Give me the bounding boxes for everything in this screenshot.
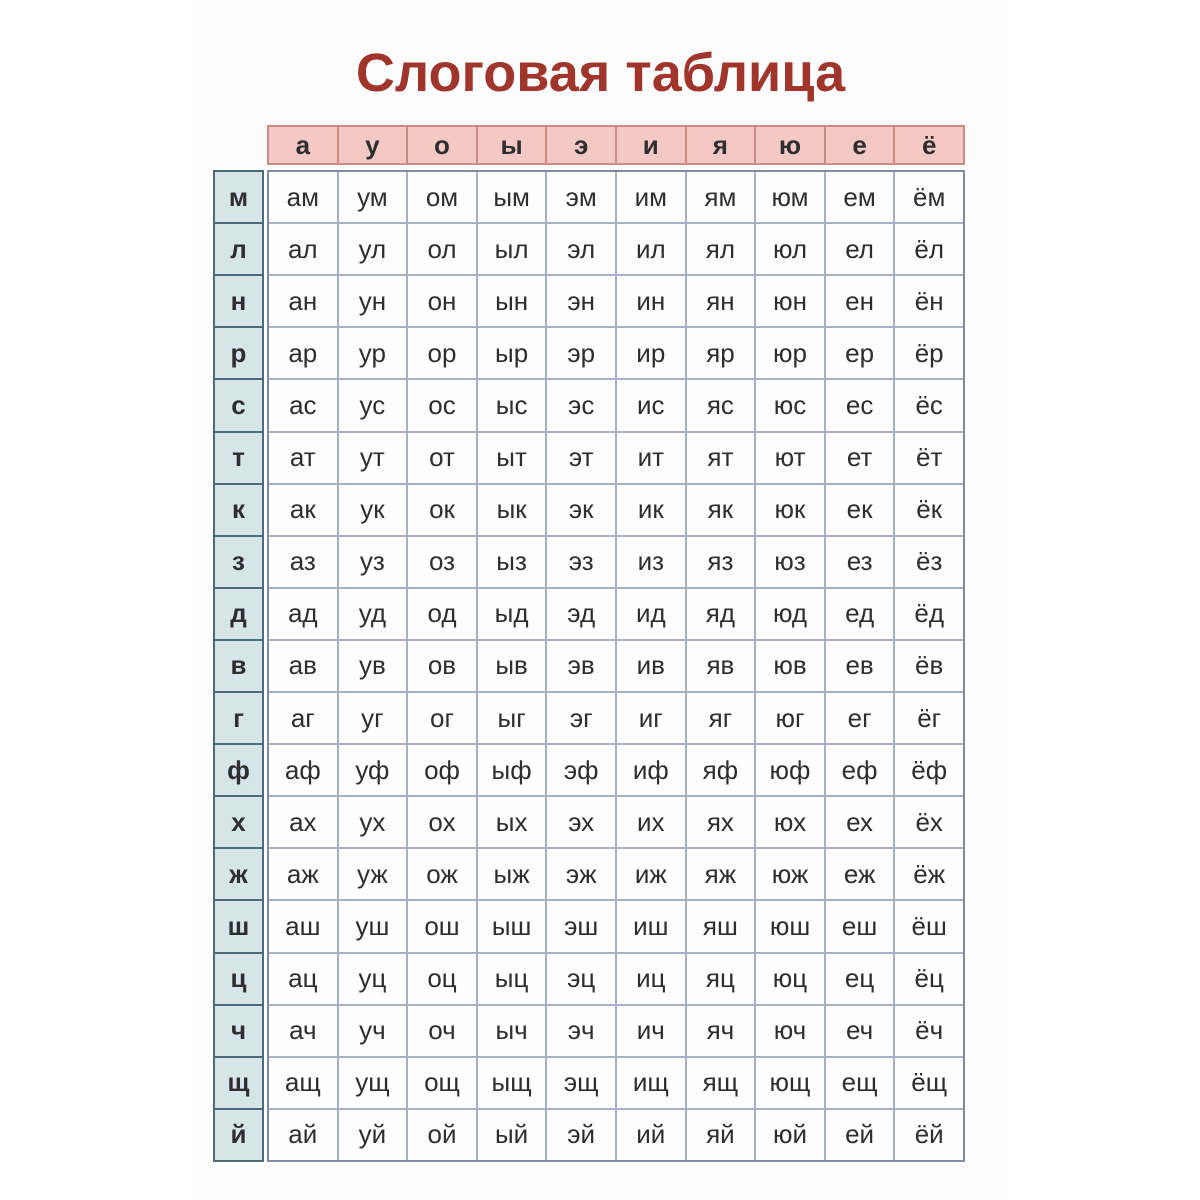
syllable-cell: ож	[408, 849, 476, 899]
syllable-cell: ей	[826, 1110, 894, 1160]
syllable-cell: аж	[269, 849, 337, 899]
syllable-cell: юш	[756, 901, 824, 951]
syllable-cell: ох	[408, 797, 476, 847]
consonant-cell: ш	[215, 901, 262, 951]
syllable-cell: ёт	[895, 433, 963, 483]
syllable-cell: уй	[339, 1110, 407, 1160]
syllable-cell: ой	[408, 1110, 476, 1160]
consonant-cell: з	[215, 537, 262, 587]
syllable-cell: уч	[339, 1006, 407, 1056]
syllable-cell: ац	[269, 954, 337, 1004]
syllable-cell: ёд	[895, 589, 963, 639]
syllable-cell: юх	[756, 797, 824, 847]
syllable-cell: ур	[339, 328, 407, 378]
syllable-cell: ят	[687, 433, 755, 483]
syllable-cell: ыд	[478, 589, 546, 639]
syllable-cell: яч	[687, 1006, 755, 1056]
syllable-cell: от	[408, 433, 476, 483]
poster-canvas	[196, 0, 1005, 1200]
syllable-cell: ет	[826, 433, 894, 483]
syllable-grid	[267, 170, 965, 1162]
syllable-cell: эж	[547, 849, 615, 899]
syllable-cell: эн	[547, 276, 615, 326]
syllable-cell: ил	[617, 224, 685, 274]
vowel-header-cell: ы	[478, 127, 546, 163]
syllable-cell: яд	[687, 589, 755, 639]
syllable-cell: ащ	[269, 1058, 337, 1108]
syllable-cell: ад	[269, 589, 337, 639]
syllable-cell: эф	[547, 745, 615, 795]
syllable-cell: юн	[756, 276, 824, 326]
syllable-cell: ыш	[478, 901, 546, 951]
syllable-cell: ёг	[895, 693, 963, 743]
syllable-cell: ящ	[687, 1058, 755, 1108]
syllable-cell: эс	[547, 380, 615, 430]
syllable-cell: ям	[687, 172, 755, 222]
syllable-cell: эв	[547, 641, 615, 691]
syllable-cell: ещ	[826, 1058, 894, 1108]
syllable-cell: ыс	[478, 380, 546, 430]
syllable-cell: юж	[756, 849, 824, 899]
syllable-cell: их	[617, 797, 685, 847]
syllable-cell: еш	[826, 901, 894, 951]
syllable-cell: ёф	[895, 745, 963, 795]
syllable-cell: ис	[617, 380, 685, 430]
syllable-cell: ый	[478, 1110, 546, 1160]
syllable-cell: ёщ	[895, 1058, 963, 1108]
syllable-cell: ёв	[895, 641, 963, 691]
syllable-cell: ик	[617, 485, 685, 535]
syllable-cell: эц	[547, 954, 615, 1004]
syllable-cell: уж	[339, 849, 407, 899]
syllable-cell: ез	[826, 537, 894, 587]
syllable-cell: ев	[826, 641, 894, 691]
syllable-cell: оз	[408, 537, 476, 587]
syllable-cell: ам	[269, 172, 337, 222]
consonant-cell: ц	[215, 954, 262, 1004]
syllable-cell: ем	[826, 172, 894, 222]
syllable-cell: ёл	[895, 224, 963, 274]
syllable-cell: яс	[687, 380, 755, 430]
syllable-cell: яв	[687, 641, 755, 691]
syllable-cell: юф	[756, 745, 824, 795]
page-title: Слоговая таблица	[355, 43, 846, 103]
syllable-cell: эг	[547, 693, 615, 743]
syllable-cell: эч	[547, 1006, 615, 1056]
syllable-cell: ук	[339, 485, 407, 535]
syllable-cell: ыр	[478, 328, 546, 378]
syllable-cell: еф	[826, 745, 894, 795]
vowel-header-row	[267, 125, 965, 165]
vowel-header-cell: а	[269, 127, 337, 163]
syllable-cell: ом	[408, 172, 476, 222]
syllable-cell: ыц	[478, 954, 546, 1004]
syllable-cell: ош	[408, 901, 476, 951]
syllable-cell: юг	[756, 693, 824, 743]
syllable-cell: ок	[408, 485, 476, 535]
syllable-cell: ул	[339, 224, 407, 274]
consonant-cell: ч	[215, 1006, 262, 1056]
syllable-cell: юл	[756, 224, 824, 274]
syllable-cell: яж	[687, 849, 755, 899]
syllable-cell: ич	[617, 1006, 685, 1056]
syllable-cell: ёх	[895, 797, 963, 847]
syllable-cell: яз	[687, 537, 755, 587]
syllable-cell: ун	[339, 276, 407, 326]
syllable-cell: ищ	[617, 1058, 685, 1108]
vowel-header-cell: ю	[756, 127, 824, 163]
syllable-cell: ий	[617, 1110, 685, 1160]
syllable-cell: юс	[756, 380, 824, 430]
vowel-header-cell: я	[687, 127, 755, 163]
syllable-cell: эш	[547, 901, 615, 951]
syllable-cell: еч	[826, 1006, 894, 1056]
syllable-cell: ол	[408, 224, 476, 274]
syllable-cell: яй	[687, 1110, 755, 1160]
syllable-cell: он	[408, 276, 476, 326]
syllable-cell: ущ	[339, 1058, 407, 1108]
syllable-cell: ас	[269, 380, 337, 430]
syllable-cell: ёй	[895, 1110, 963, 1160]
syllable-cell: юм	[756, 172, 824, 222]
syllable-cell: уг	[339, 693, 407, 743]
syllable-cell: ак	[269, 485, 337, 535]
syllable-cell: ум	[339, 172, 407, 222]
syllable-cell: аф	[269, 745, 337, 795]
syllable-cell: ыж	[478, 849, 546, 899]
syllable-cell: аш	[269, 901, 337, 951]
syllable-cell: иц	[617, 954, 685, 1004]
syllable-cell: ыл	[478, 224, 546, 274]
syllable-cell: ач	[269, 1006, 337, 1056]
syllable-cell: ог	[408, 693, 476, 743]
syllable-cell: эк	[547, 485, 615, 535]
vowel-header-cell: ё	[895, 127, 963, 163]
syllable-cell: ос	[408, 380, 476, 430]
syllable-cell: ёч	[895, 1006, 963, 1056]
vowel-header-cell: о	[408, 127, 476, 163]
syllable-cell: ыт	[478, 433, 546, 483]
consonant-cell: г	[215, 693, 262, 743]
syllable-cell: ёс	[895, 380, 963, 430]
syllable-cell: яф	[687, 745, 755, 795]
consonant-column	[213, 170, 264, 1162]
syllable-cell: ер	[826, 328, 894, 378]
syllable-cell: аг	[269, 693, 337, 743]
syllable-cell: юй	[756, 1110, 824, 1160]
syllable-cell: ях	[687, 797, 755, 847]
syllable-cell: ир	[617, 328, 685, 378]
syllable-cell: ив	[617, 641, 685, 691]
syllable-cell: ор	[408, 328, 476, 378]
consonant-cell: в	[215, 641, 262, 691]
syllable-cell: ёк	[895, 485, 963, 535]
consonant-cell: ж	[215, 849, 262, 899]
syllable-cell: ён	[895, 276, 963, 326]
vowel-header-cell: и	[617, 127, 685, 163]
syllable-cell: яр	[687, 328, 755, 378]
consonant-cell: д	[215, 589, 262, 639]
syllable-cell: юч	[756, 1006, 824, 1056]
consonant-cell: х	[215, 797, 262, 847]
syllable-cell: ед	[826, 589, 894, 639]
syllable-cell: уц	[339, 954, 407, 1004]
vowel-header-cell: э	[547, 127, 615, 163]
consonant-cell: ф	[215, 745, 262, 795]
syllable-cell: эй	[547, 1110, 615, 1160]
syllable-cell: оч	[408, 1006, 476, 1056]
syllable-cell: юц	[756, 954, 824, 1004]
syllable-cell: ат	[269, 433, 337, 483]
syllable-cell: им	[617, 172, 685, 222]
syllable-cell: ух	[339, 797, 407, 847]
syllable-cell: ен	[826, 276, 894, 326]
syllable-cell: ут	[339, 433, 407, 483]
syllable-cell: иш	[617, 901, 685, 951]
syllable-cell: ег	[826, 693, 894, 743]
syllable-cell: юв	[756, 641, 824, 691]
syllable-cell: як	[687, 485, 755, 535]
consonant-cell: к	[215, 485, 262, 535]
syllable-cell: ай	[269, 1110, 337, 1160]
consonant-cell: м	[215, 172, 262, 222]
syllable-cell: юз	[756, 537, 824, 587]
syllable-cell: ёж	[895, 849, 963, 899]
syllable-cell: ык	[478, 485, 546, 535]
syllable-cell: ёш	[895, 901, 963, 951]
consonant-cell: й	[215, 1110, 262, 1160]
syllable-cell: юк	[756, 485, 824, 535]
syllable-cell: ид	[617, 589, 685, 639]
syllable-cell: ал	[269, 224, 337, 274]
syllable-cell: ит	[617, 433, 685, 483]
syllable-cell: эх	[547, 797, 615, 847]
syllable-cell: ыз	[478, 537, 546, 587]
syllable-cell: ин	[617, 276, 685, 326]
syllable-cell: ар	[269, 328, 337, 378]
syllable-cell: ыф	[478, 745, 546, 795]
syllable-cell: ым	[478, 172, 546, 222]
syllable-cell: ыг	[478, 693, 546, 743]
syllable-cell: ял	[687, 224, 755, 274]
syllable-cell: уз	[339, 537, 407, 587]
syllable-cell: эщ	[547, 1058, 615, 1108]
syllable-cell: иг	[617, 693, 685, 743]
syllable-cell: ел	[826, 224, 894, 274]
syllable-cell: ус	[339, 380, 407, 430]
syllable-cell: ек	[826, 485, 894, 535]
syllable-cell: аз	[269, 537, 337, 587]
syllable-cell: яш	[687, 901, 755, 951]
syllable-cell: ёз	[895, 537, 963, 587]
syllable-cell: эд	[547, 589, 615, 639]
consonant-cell: т	[215, 433, 262, 483]
syllable-cell: ыч	[478, 1006, 546, 1056]
syllable-cell: юд	[756, 589, 824, 639]
syllable-cell: ец	[826, 954, 894, 1004]
vowel-header-cell: е	[826, 127, 894, 163]
syllable-cell: ыв	[478, 641, 546, 691]
syllable-cell: иф	[617, 745, 685, 795]
consonant-cell: н	[215, 276, 262, 326]
syllable-cell: оф	[408, 745, 476, 795]
syllable-cell: ём	[895, 172, 963, 222]
syllable-cell: иж	[617, 849, 685, 899]
syllable-cell: ын	[478, 276, 546, 326]
syllable-cell: из	[617, 537, 685, 587]
consonant-cell: л	[215, 224, 262, 274]
syllable-cell: яг	[687, 693, 755, 743]
syllable-cell: ес	[826, 380, 894, 430]
consonant-cell: р	[215, 328, 262, 378]
syllable-cell: оц	[408, 954, 476, 1004]
syllable-cell: еж	[826, 849, 894, 899]
syllable-cell: ющ	[756, 1058, 824, 1108]
syllable-cell: ют	[756, 433, 824, 483]
syllable-cell: уф	[339, 745, 407, 795]
vowel-header-cell: у	[339, 127, 407, 163]
syllable-cell: эр	[547, 328, 615, 378]
syllable-cell: эл	[547, 224, 615, 274]
syllable-cell: ув	[339, 641, 407, 691]
syllable-cell: уш	[339, 901, 407, 951]
syllable-cell: яц	[687, 954, 755, 1004]
syllable-cell: эт	[547, 433, 615, 483]
consonant-cell: щ	[215, 1058, 262, 1108]
syllable-cell: ав	[269, 641, 337, 691]
syllable-cell: ёц	[895, 954, 963, 1004]
syllable-cell: ых	[478, 797, 546, 847]
syllable-cell: ыщ	[478, 1058, 546, 1108]
syllable-cell: юр	[756, 328, 824, 378]
syllable-cell: эм	[547, 172, 615, 222]
syllable-cell: эз	[547, 537, 615, 587]
consonant-cell: с	[215, 380, 262, 430]
syllable-cell: уд	[339, 589, 407, 639]
syllable-cell: ех	[826, 797, 894, 847]
syllable-cell: од	[408, 589, 476, 639]
syllable-cell: ощ	[408, 1058, 476, 1108]
syllable-cell: ан	[269, 276, 337, 326]
syllable-cell: ёр	[895, 328, 963, 378]
syllable-cell: ян	[687, 276, 755, 326]
syllable-cell: ах	[269, 797, 337, 847]
syllable-cell: ов	[408, 641, 476, 691]
